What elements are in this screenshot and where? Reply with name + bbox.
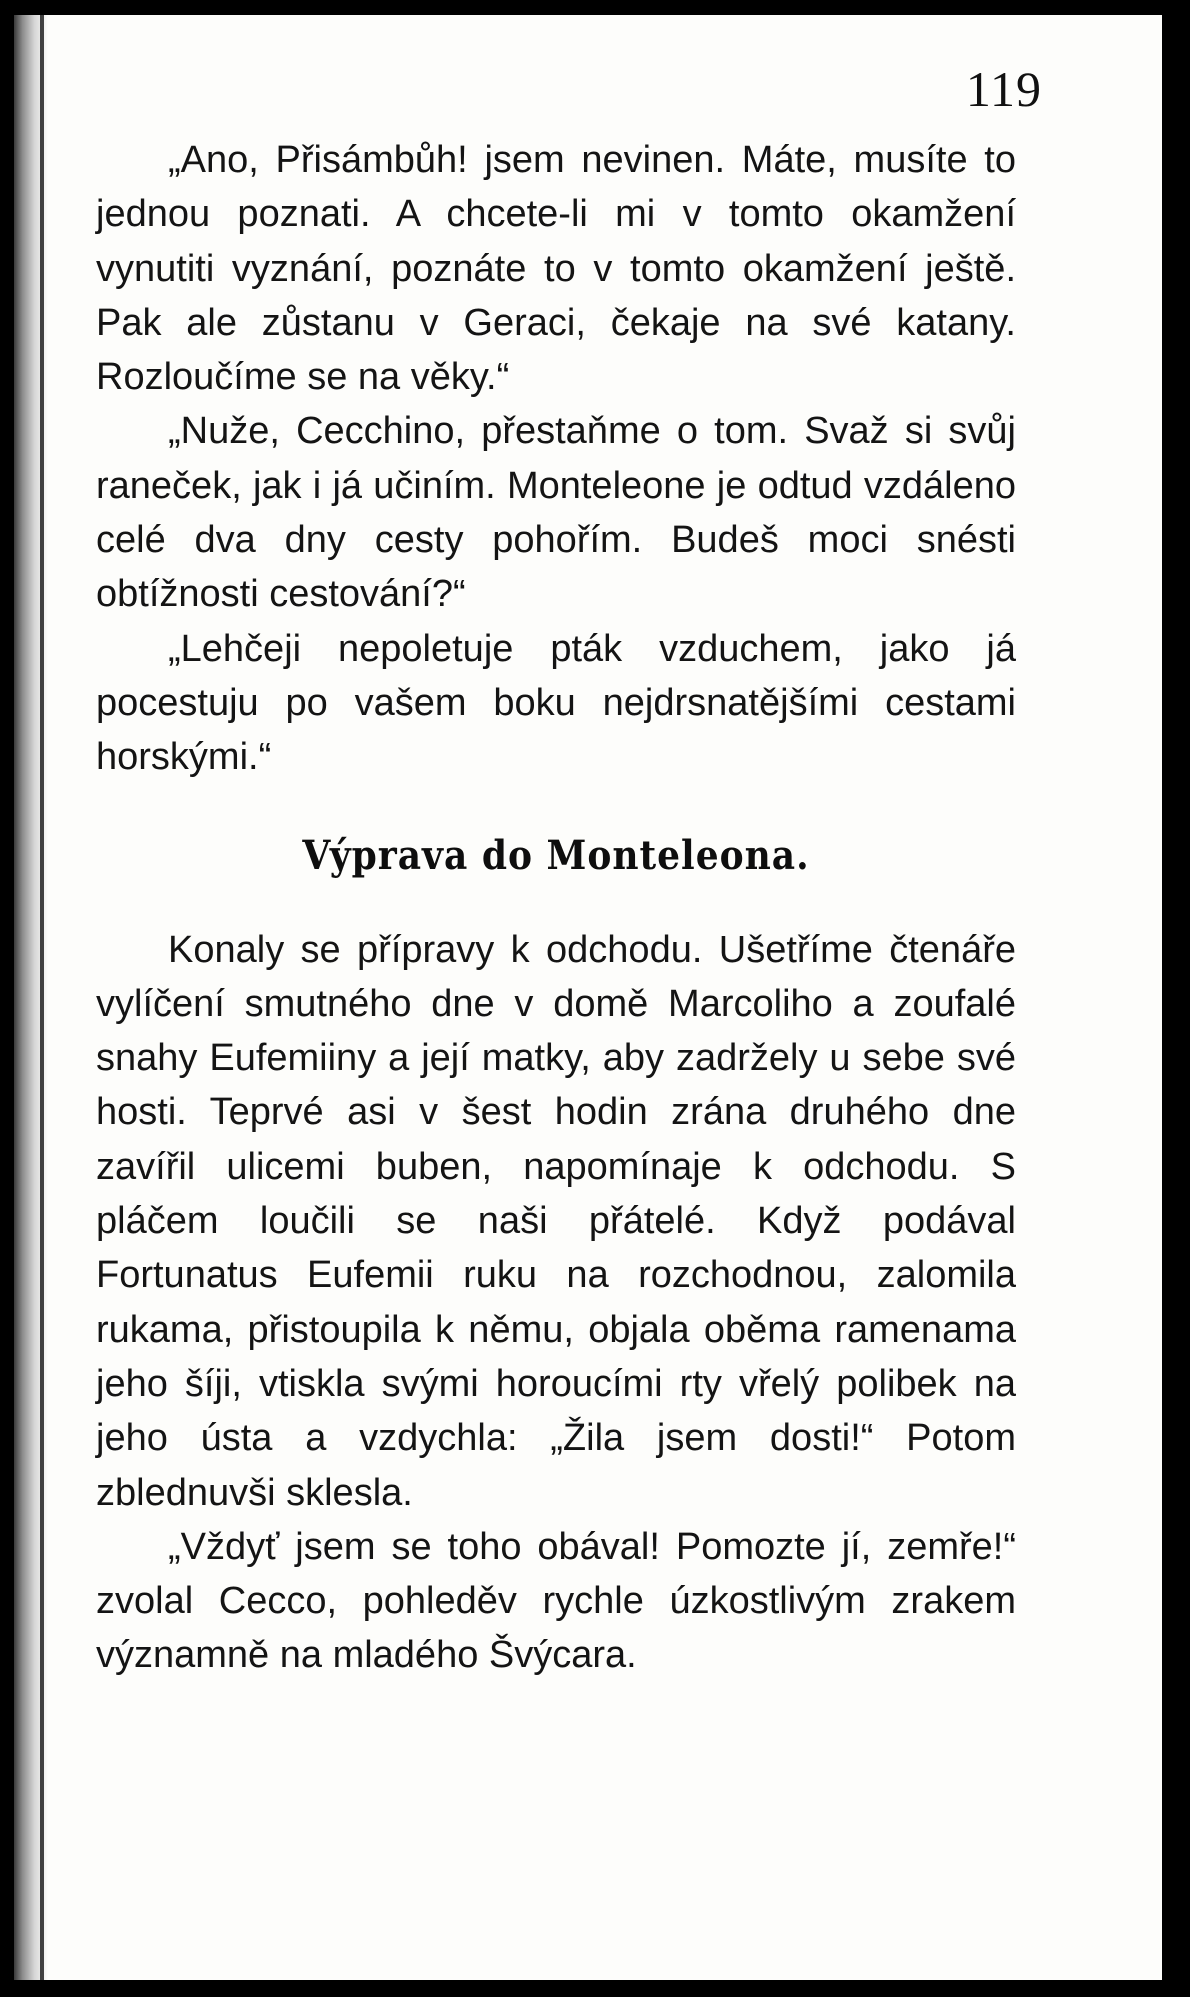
text-block: [96, 133, 1016, 1683]
paragraph: „Lehčeji nepoletuje pták vzduchem, jako já pocestuju po vašem boku nejdrsnatějšími cestami horskými.“: [96, 627, 1016, 779]
paragraph: „Ano, Přisámbůh! jsem nevinen. Máte, musíte to jednou poznati. A chcete-li mi v tomto okamžení vynutiti vyznání, poznáte to v tomto okamžení ještě. Pak ale zůstanu v Geraci, čekaje na své katany. Rozloučíme se na věky.“: [96, 139, 1016, 399]
chapter-heading: Výprava do Monteleona.: [302, 831, 810, 879]
spine-edge: [40, 15, 44, 1980]
book-page: [14, 15, 1162, 1980]
paragraph: „Nuže, Cecchino, přestaňme o tom. Svaž si svůj raneček, jak i já učiním. Monteleone je odtud vzdáleno celé dva dny cesty pohořím. Budeš moci snésti obtížnosti cestování?“: [96, 410, 1016, 616]
paragraph: Konaly se přípravy k odchodu. Ušetříme čtenáře vylíčení smutného dne v domě Marcoliho a zoufalé snahy Eufemiiny a její matky, aby zadržely u sebe své hosti. Teprvé asi v šest hodin zrána druhého dne zavířil ulicemi buben, napomínaje k odchodu. S pláčem loučili se naši přátelé. Když podával Fortunatus Eufemii ruku na rozchodnou, zalomila rukama, přistoupila k němu, objala oběma ramenama jeho šíji, vtiskla svými horoucími rty vřelý polibek na jeho ústa a vzdychla: „Žila jsem dosti!“ Potom zblednuvši sklesla.: [96, 928, 1016, 1514]
paragraph: „Vždyť jsem se toho obával! Pomozte jí, zemře!“ zvolal Cecco, pohleděv rychle úzkostlivým zrakem významně na mladého Švýcara.: [96, 1525, 1016, 1677]
page-number: 119: [965, 61, 1042, 117]
